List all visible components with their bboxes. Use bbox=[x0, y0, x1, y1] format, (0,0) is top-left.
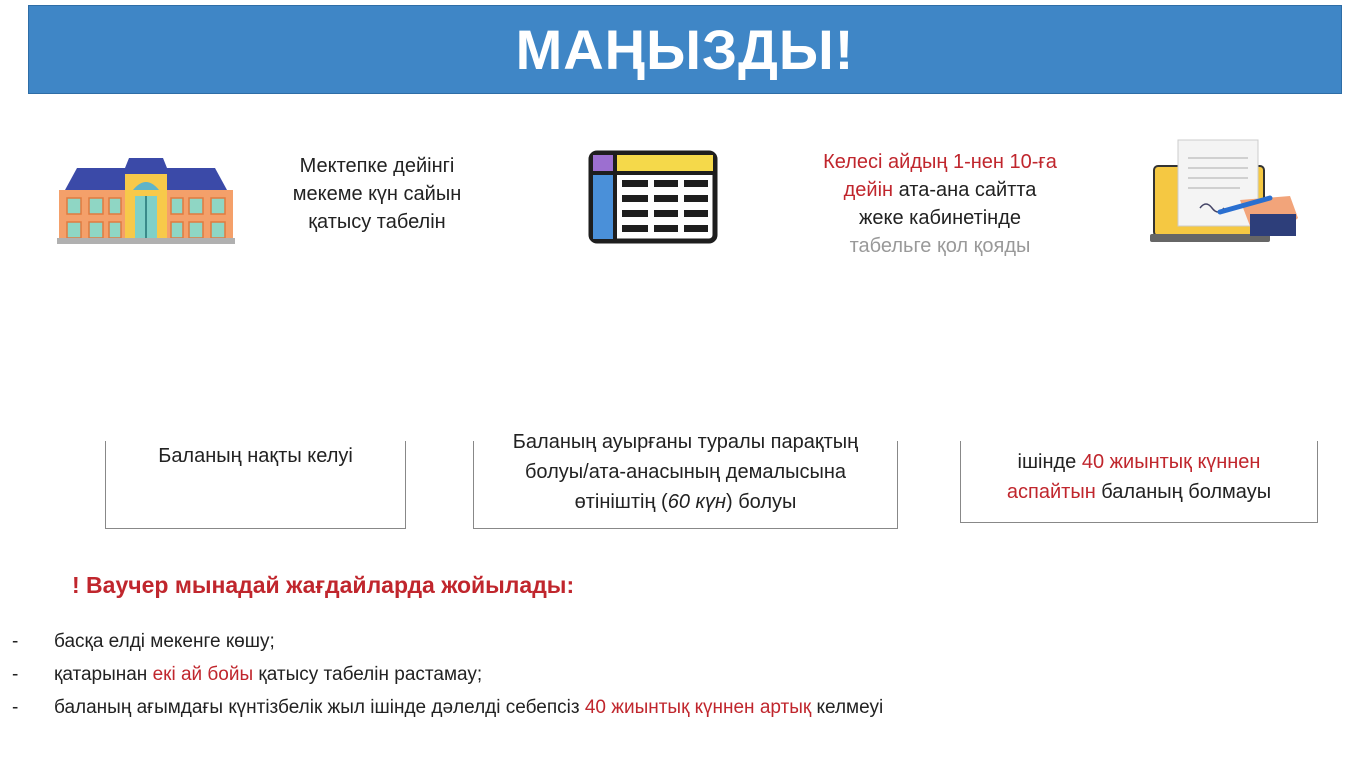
condition-text: аспайтын баланың болмауы bbox=[1006, 481, 1272, 503]
step-text-line: жеке кабинетінде bbox=[858, 207, 1022, 229]
step-text-line: табельге қол қояды bbox=[849, 235, 1031, 257]
title-banner bbox=[28, 5, 1342, 94]
attendance-table-icon bbox=[588, 150, 718, 244]
laptop-signing-icon bbox=[1150, 138, 1300, 244]
step-text-line: қатысу табелін bbox=[308, 211, 446, 233]
condition-box-sick-leave bbox=[473, 431, 898, 529]
condition-text: ішінде 40 жиынтық күннен bbox=[1017, 451, 1261, 473]
step-text-line: Келесі айдың 1-нен 10-ға bbox=[823, 151, 1057, 173]
condition-text: болуы/ата-анасының демалысына bbox=[524, 461, 847, 483]
step-text-line: мекеме күн сайын bbox=[292, 183, 462, 205]
list-item: - баланың ағымдағы күнтізбелік жыл ішінде дәлелді себепсіз 40 жиынтық күннен артық келмеуі bbox=[12, 697, 884, 718]
step-text-line: Мектепке дейінгі bbox=[299, 155, 455, 177]
condition-box-absence-limit bbox=[960, 441, 1318, 523]
step-text-line: дейін ата-ана сайтта bbox=[843, 179, 1037, 201]
page-title: МАҢЫЗДЫ! bbox=[515, 18, 855, 81]
list-item: - қатарынан екі ай бойы қатысу табелін растамау; bbox=[12, 664, 483, 685]
condition-text: Баланың нақты келуі bbox=[158, 445, 353, 467]
voucher-cancel-list bbox=[12, 625, 883, 724]
condition-text: Баланың ауырғаны туралы парақтың bbox=[512, 431, 859, 453]
voucher-cancel-heading: ! Ваучер мынадай жағдайларда жойылады: bbox=[72, 572, 575, 598]
step-attendance-text bbox=[262, 152, 492, 236]
list-item: - басқа елді мекенге көшу; bbox=[12, 631, 275, 652]
step-sign-text bbox=[790, 148, 1090, 257]
condition-text: өтініштің (60 күн) болуы bbox=[574, 491, 797, 513]
kindergarten-building-icon bbox=[55, 160, 237, 244]
condition-box-actual-attendance bbox=[105, 441, 406, 529]
